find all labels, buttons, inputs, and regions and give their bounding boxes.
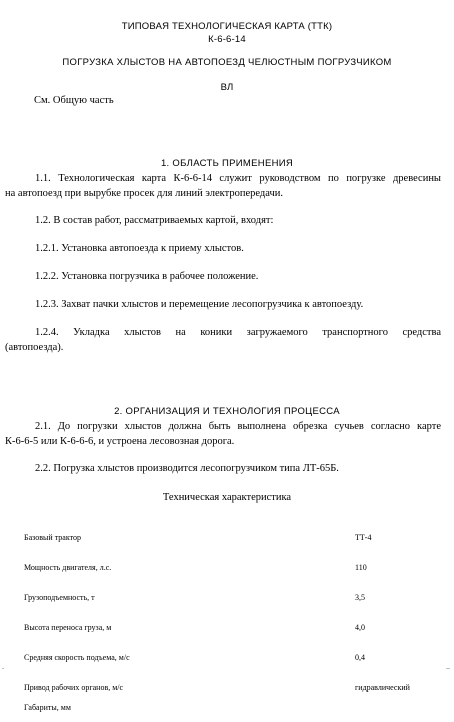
spec-label: Высота переноса груза, м [24,623,112,632]
page-marker-dot: .. [446,662,450,671]
spec-value: гидравлический [355,683,410,692]
intro-reference: См. Общую часть [34,95,114,106]
spec-row [24,653,436,665]
paragraph-2-2: 2.2. Погрузка хлыстов производится лесопогрузчиком типа ЛТ-65Б. [35,463,339,474]
spec-row [24,683,436,695]
spec-label: Габариты, мм [24,703,71,712]
spec-value: 110 [355,563,367,572]
spec-row [24,533,436,545]
paragraph-1-1-line-1: 1.1. Технологическая карта К-6-6-14 служит руководством по погрузке древесины [35,173,441,184]
spec-value: 3,5 [355,593,365,602]
spec-label: Привод рабочих органов, м/с [24,683,124,692]
spec-row [24,563,436,575]
spec-label: Грузоподъемность, т [24,593,95,602]
spec-row [24,623,436,635]
spec-value: 4,0 [355,623,365,632]
paragraph-1-2-3: 1.2.3. Захват пачки хлыстов и перемещение лесопогрузчика к автопоезду. [35,299,364,310]
document-title: ТИПОВАЯ ТЕХНОЛОГИЧЕСКАЯ КАРТА (ТТК) [121,21,333,32]
paragraph-1-2-4-line-2: (автопоезда). [5,342,64,353]
page-marker-dot: . [2,662,4,671]
document-subtitle: ПОГРУЗКА ХЛЫСТОВ НА АВТОПОЕЗД ЧЕЛЮСТНЫМ ПОГРУЗЧИКОМ [62,57,392,68]
spec-value: 0,4 [355,653,365,662]
paragraph-1-1-line-2: на автопоезд при вырубке просек для линий электропередачи. [5,188,283,199]
paragraph-1-2-1: 1.2.1. Установка автопоезда к приему хлыстов. [35,243,244,254]
paragraph-1-2-4 [5,325,441,355]
paragraph-2-1 [5,419,441,449]
paragraph-2-1-line-2: К-6-6-5 или К-6-6-6, и устроена лесовозная дорога. [5,436,235,447]
section-2-heading: 2. ОРГАНИЗАЦИЯ И ТЕХНОЛОГИЯ ПРОЦЕССА [114,406,340,417]
section-1-heading: 1. ОБЛАСТЬ ПРИМЕНЕНИЯ [160,158,294,169]
spec-label: Средняя скорость подъема, м/с [24,653,130,662]
paragraph-1-2-2: 1.2.2. Установка погрузчика в рабочее положение. [35,271,259,282]
spec-label: Мощность двигателя, л.с. [24,563,112,572]
spec-row [24,703,436,715]
paragraph-1-2-4-line-1: 1.2.4. Укладка хлыстов на коники загружаемого транспортного средства [35,327,441,338]
document-code: К-6-6-14 [208,34,246,45]
paragraph-2-1-line-1: 2.1. До погрузки хлыстов должна быть выполнена обрезка сучьев согласно карте [35,421,441,432]
paragraph-1-2: 1.2. В состав работ, рассматриваемых картой, входят: [35,215,274,226]
paragraph-1-1 [5,171,441,201]
spec-value: ТТ-4 [355,533,372,542]
document-category: ВЛ [220,82,234,93]
spec-label: Базовый трактор [24,533,82,542]
spec-row [24,593,436,605]
specs-heading: Техническая характеристика [162,492,292,503]
